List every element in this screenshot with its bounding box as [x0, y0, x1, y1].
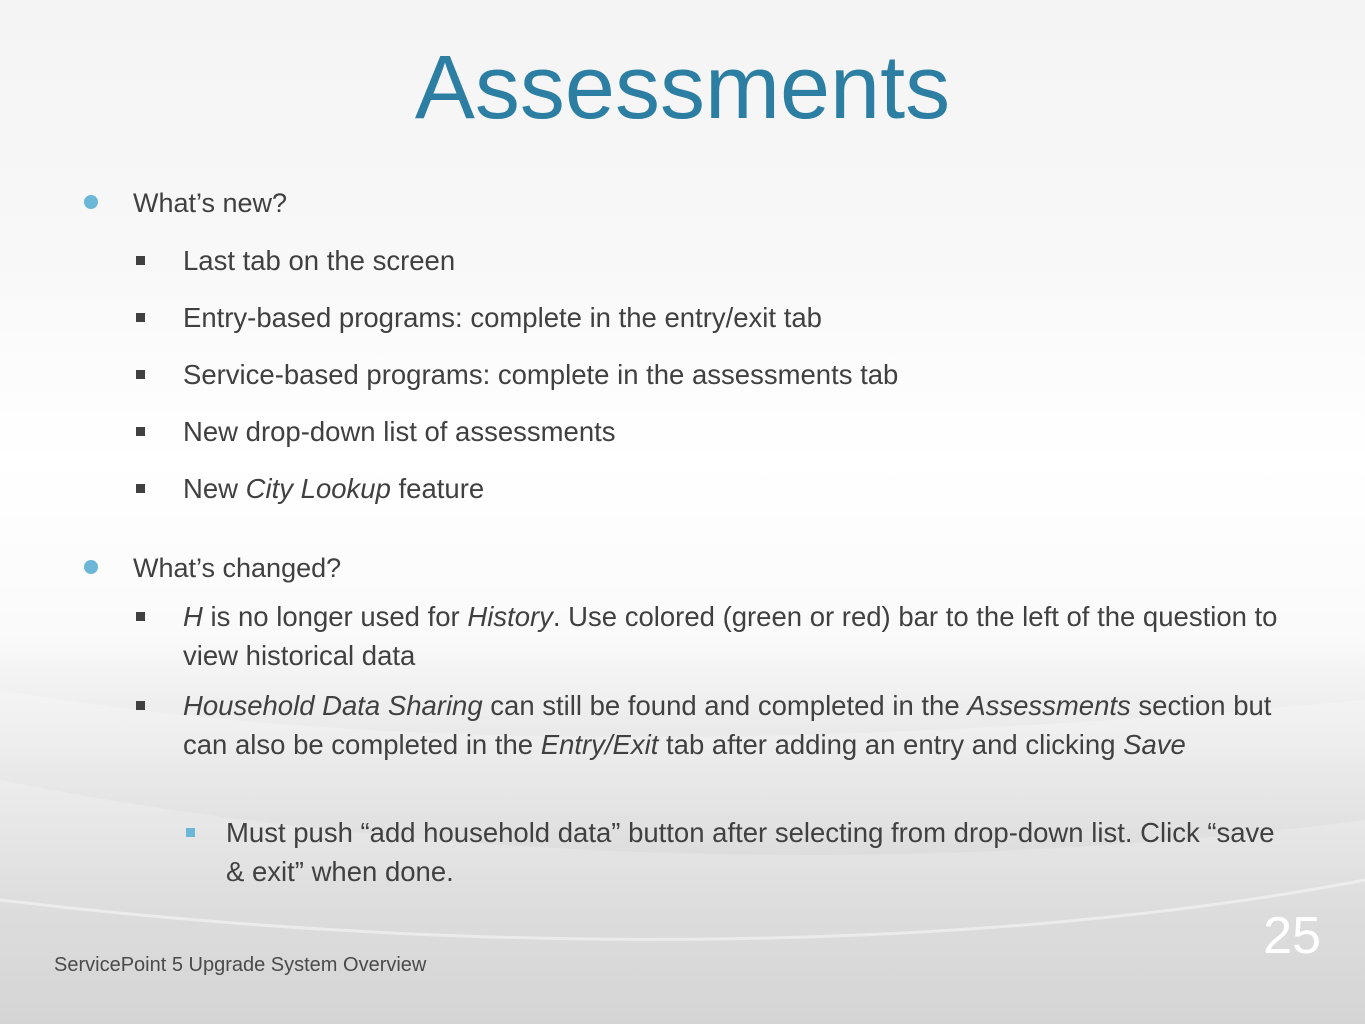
list-item-text: Service-based programs: complete in the assessments tab — [183, 359, 899, 390]
list-item-text: Last tab on the screen — [183, 245, 456, 276]
list-item — [136, 242, 1296, 281]
sub-list-item-text: Must push “add household data” button after selecting from drop-down list. Click “save & exit” when done. — [226, 817, 1275, 887]
square-bullet-icon — [186, 828, 195, 837]
italic-term: H — [183, 601, 203, 632]
square-bullet-icon — [136, 612, 145, 621]
list-item-text — [183, 598, 1296, 675]
italic-term: History — [467, 601, 553, 632]
list-item — [136, 413, 1296, 452]
text-run: is no longer used for — [202, 601, 468, 632]
text-run: can still be found and completed in the — [482, 690, 968, 721]
italic-term: City Lookup — [245, 473, 391, 504]
list-item-history — [136, 598, 1296, 675]
square-bullet-icon — [136, 313, 145, 322]
slide-title: Assessments — [414, 38, 951, 138]
square-bullet-icon — [136, 256, 145, 265]
page-number: 25 — [1263, 907, 1321, 965]
text-run: section but can also be completed in the — [183, 690, 1272, 760]
heading-text: What’s changed? — [133, 553, 342, 583]
text-run: feature — [390, 473, 485, 504]
square-bullet-icon — [136, 484, 145, 493]
italic-term: Save — [1123, 728, 1186, 760]
list-item-city-lookup — [136, 470, 1296, 509]
footer-text: ServicePoint 5 Upgrade System Overview — [54, 954, 427, 976]
list-item-text: Entry-based programs: complete in the entry/exit tab — [183, 302, 822, 333]
list-item — [136, 299, 1296, 338]
italic-term: Entry/Exit — [540, 728, 659, 760]
text-run: . Use colored (green or red) bar to the left of the question to view historical data — [183, 601, 1278, 671]
slide-content — [82, 0, 1312, 1024]
circle-bullet-icon — [84, 195, 98, 209]
italic-term: Household Data Sharing — [183, 690, 483, 721]
list-item-data-sharing — [136, 687, 1296, 764]
square-bullet-icon — [136, 427, 145, 436]
list-item-text: New drop-down list of assessments — [183, 416, 616, 447]
text-run: tab after adding an entry and clicking — [658, 728, 1124, 760]
heading-text: What’s new? — [133, 188, 288, 218]
list-item-text — [183, 687, 1296, 764]
italic-term: Assessments — [967, 690, 1131, 721]
sub-list-item — [186, 814, 1296, 891]
square-bullet-icon — [136, 701, 145, 710]
text-run: New — [183, 473, 246, 504]
list-item-text — [183, 470, 1296, 509]
square-bullet-icon — [136, 370, 145, 379]
list-item — [136, 356, 1296, 395]
circle-bullet-icon — [84, 560, 98, 574]
